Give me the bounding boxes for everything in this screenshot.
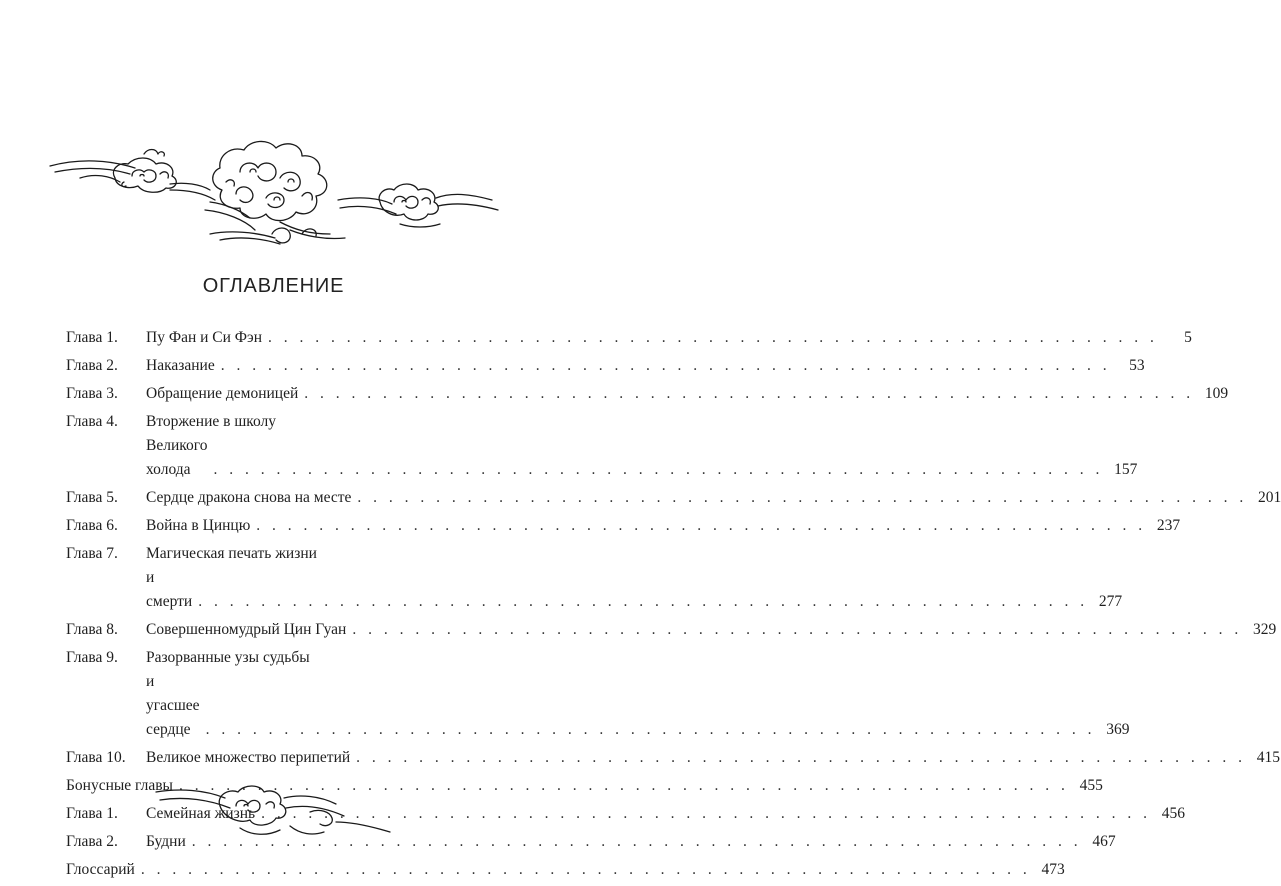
toc-entry[interactable]: [66, 542, 1123, 614]
toc-entry-title-line2: и угасшее сердце: [146, 673, 200, 738]
dot-leader: [213, 458, 1103, 482]
toc-entry-page: 109: [1204, 385, 1229, 402]
toc-entry-title: Совершенномудрый Цин Гуан: [146, 621, 347, 638]
cloud-ornament-bottom: [150, 782, 398, 842]
toc-entry[interactable]: [66, 858, 1065, 882]
toc-entry-label: Глава 10.: [66, 749, 126, 766]
dot-leader: [256, 514, 1146, 538]
toc-entry-title-line2: Великого холода: [146, 437, 208, 478]
toc-entry-label: Глава 6.: [66, 517, 118, 534]
toc-entry[interactable]: [66, 326, 1192, 350]
toc-entry-title-line1: Магическая печать жизни: [146, 545, 317, 562]
toc-entry-label: Глава 7.: [66, 545, 118, 562]
toc-entry[interactable]: [66, 410, 1138, 482]
dot-leader: [198, 590, 1088, 614]
toc-entry-title: Обращение демоницей: [146, 385, 299, 402]
dot-leader: [356, 746, 1246, 770]
dot-leader: [352, 618, 1242, 642]
toc-entry-page: 157: [1114, 461, 1138, 478]
toc-entry-page: 5: [1184, 329, 1192, 346]
dot-leader: [221, 354, 1111, 378]
toc-entry-page: 369: [1106, 721, 1130, 738]
toc-entry-page: 329: [1252, 621, 1277, 638]
toc-entry-title: Сердце дракона снова на месте: [146, 489, 352, 506]
toc-entry-page: 201: [1258, 489, 1281, 506]
toc-entry-page: 237: [1156, 517, 1181, 534]
toc-entry-page: 455: [1079, 777, 1103, 794]
toc-entry[interactable]: [66, 382, 1229, 406]
toc-entry-label: Глава 2.: [66, 357, 118, 374]
toc-entry-label: Глава 1.: [66, 805, 118, 822]
toc-entry-title-line1: Разорванные узы судьбы: [146, 649, 310, 666]
toc-entry-title: Война в Цинцю: [146, 517, 251, 534]
toc-entry-title: Великое множество перипетий: [146, 749, 351, 766]
toc-entry-page: 467: [1092, 833, 1116, 850]
toc-entry-label: Бонусные главы: [66, 777, 173, 794]
toc-entry-label: Глава 2.: [66, 833, 118, 850]
toc-entry-page: 415: [1256, 749, 1281, 766]
toc-entry-label: Глава 4.: [66, 413, 118, 430]
toc-heading: ОГЛАВЛЕНИЕ: [202, 275, 345, 297]
toc-entry-page: 456: [1161, 805, 1185, 822]
dot-leader: [141, 858, 1031, 882]
toc-entry[interactable]: [66, 646, 1130, 742]
dot-leader: [304, 382, 1194, 406]
toc-entry-page: 473: [1041, 861, 1065, 878]
cloud-ornament-top: [40, 138, 510, 258]
toc-entry-title: Семейная жизнь: [146, 805, 256, 822]
toc-entry[interactable]: [66, 486, 1281, 510]
toc-entry-title: Наказание: [146, 357, 215, 374]
toc-entry-title-line2: и смерти: [146, 569, 193, 610]
toc-entry-title: Будни: [146, 833, 186, 850]
toc-entry-label: Глава 8.: [66, 621, 118, 638]
toc-entry[interactable]: [66, 514, 1181, 538]
dot-leader: [268, 326, 1158, 350]
toc-entry[interactable]: [66, 618, 1277, 642]
toc-entry-page: 53: [1129, 357, 1145, 374]
toc-entry-title-line1: Вторжение в школу: [146, 413, 277, 430]
toc-entry-page: 277: [1098, 593, 1123, 610]
toc-entry-label: Глоссарий: [66, 861, 135, 878]
toc-entry-label: Глава 1.: [66, 329, 118, 346]
toc-entry-label: Глава 5.: [66, 489, 118, 506]
toc-entry-label: Глава 3.: [66, 385, 118, 402]
toc-entry-title: Пу Фан и Си Фэн: [146, 329, 262, 346]
dot-leader: [357, 486, 1247, 510]
toc-entry-label: Глава 9.: [66, 649, 118, 666]
toc-entry[interactable]: [66, 746, 1281, 770]
toc-entry[interactable]: [66, 354, 1145, 378]
dot-leader: [206, 718, 1096, 742]
